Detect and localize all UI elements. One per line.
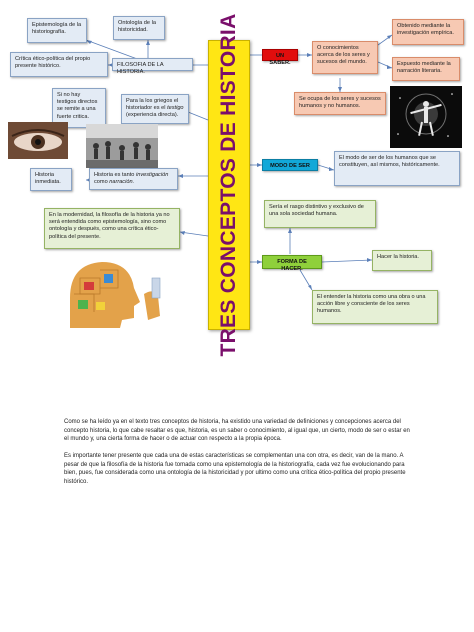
- narracion-literaria-text: Expuesto mediante la narración literaria.: [397, 61, 451, 75]
- investigacion-text-2: como: [94, 179, 108, 186]
- seres-humanos-box: [294, 92, 386, 115]
- narracion-literaria-box: [392, 57, 460, 81]
- eye-icon: [8, 122, 68, 159]
- cosmic-figure-icon: [390, 86, 462, 148]
- investigacion-empirica-box: [392, 19, 464, 45]
- seres-humanos-text: Se ocupa de los seres y sucesos humanos y no humanos.: [299, 96, 381, 110]
- eye-photo: [8, 122, 68, 159]
- modo-desc-box: [334, 151, 460, 186]
- ontologia-box: [113, 16, 165, 40]
- epistemologia-box: [27, 18, 87, 43]
- investigacion-em-1: investigación: [135, 172, 169, 178]
- investigacion-empirica-text: Obtenido mediante la investigación empírica.: [397, 23, 454, 37]
- cosmic-man-photo: [390, 86, 462, 148]
- hacer-historia-text: Hacer la historia.: [377, 254, 419, 260]
- paragraph-1: Como se ha leído ya en el texto tres conceptos de historia, ha existido una variedad de definiciones y concepciones acerca del concepto historia, lo que cabe resaltar es que, historia, es un saber o conocimiento, al igual que, un cierto, modo de ser o estar en el mundo y, una cierta forma de hacer o de actuar con respecto a la propia época.: [64, 419, 410, 443]
- para-griegos-text-2: (experiencia directa).: [126, 112, 179, 119]
- un-saber-label: UN SABER.: [269, 53, 291, 67]
- ontologia-text: Ontología de la historicidad.: [118, 20, 156, 34]
- para-griegos-testigo: testigo: [167, 105, 184, 112]
- modo-de-ser-box: [262, 159, 318, 171]
- entender-text: El entender la historia como una obra o una acción libre y consciente de los seres humanos.: [317, 294, 426, 315]
- filosofia-box: [112, 58, 193, 76]
- modo-de-ser-label: MODO DE SER: [270, 163, 310, 169]
- forma-de-hacer-label: FORMA DE HACER.: [277, 259, 307, 273]
- puzzle-head-photo: [60, 258, 178, 328]
- rasgo-text: Sería el rasgo distintivo y exclusivo de una sola sociedad humana.: [269, 204, 364, 218]
- si-no-hay-text: Si no hay testigos directos se remite a una fuerte critica.: [57, 92, 98, 120]
- un-saber-box: [262, 49, 298, 67]
- entender-box: [312, 290, 438, 324]
- hacer-historia-box: [372, 250, 432, 271]
- diagram-title: TRES CONCEPTOS DE HISTORIA: [217, 13, 240, 357]
- rasgo-box: [264, 200, 376, 228]
- puzzle-head-icon: [60, 258, 178, 328]
- conocimientos-text: O conocimientos acerca de los seres y sucesos del mundo.: [317, 45, 370, 66]
- historia-inmediata-text: Historia inmediata.: [35, 172, 61, 186]
- modo-desc-text: El modo de ser de los humanos que se constituyen, así mismos, históricamente.: [339, 155, 440, 169]
- investigacion-em-2: narración.: [109, 179, 135, 186]
- conocimientos-box: [312, 41, 378, 74]
- filosofia-text: FILOSOFIA DE LA HISTORIA.: [117, 62, 164, 76]
- forma-de-hacer-box: [262, 255, 322, 273]
- investigacion-narracion-box: [89, 168, 178, 190]
- para-griegos-box: [121, 94, 189, 124]
- modernidad-text: En la modernidad, la filosofía de la historia ya no será entendida como epistemología, sino como ontología y después, como una crítica ético-política del presente.: [49, 212, 170, 240]
- para-griegos-text-1: Para la los griegos el historiador es el: [126, 98, 179, 112]
- title-bar: [208, 13, 250, 357]
- modernidad-box: [44, 208, 180, 249]
- crowd-scene-icon: [86, 124, 158, 168]
- historia-inmediata-box: [30, 168, 72, 191]
- epistemologia-text: Epistemología de la historiografía.: [32, 22, 82, 36]
- paragraph-2: Es importante tener presente que cada una de estas características se complementan una con otra, es decir, van de la mano. A pesar de que la filosofía de la historia fue tomada como una epistemología de la historiografía, cada vez fue evolucionando para bien, pues, fue considerada como una ontología de la historicidad y por ultimo como una crítica ético-política del propio presente histórico.: [64, 453, 406, 485]
- investigacion-text-1: Historia es tanto: [94, 172, 135, 178]
- crowd-photo: [86, 124, 158, 168]
- critica-box: [10, 52, 108, 77]
- critica-text: Crítica ético-política del propio presente histórico.: [15, 56, 91, 70]
